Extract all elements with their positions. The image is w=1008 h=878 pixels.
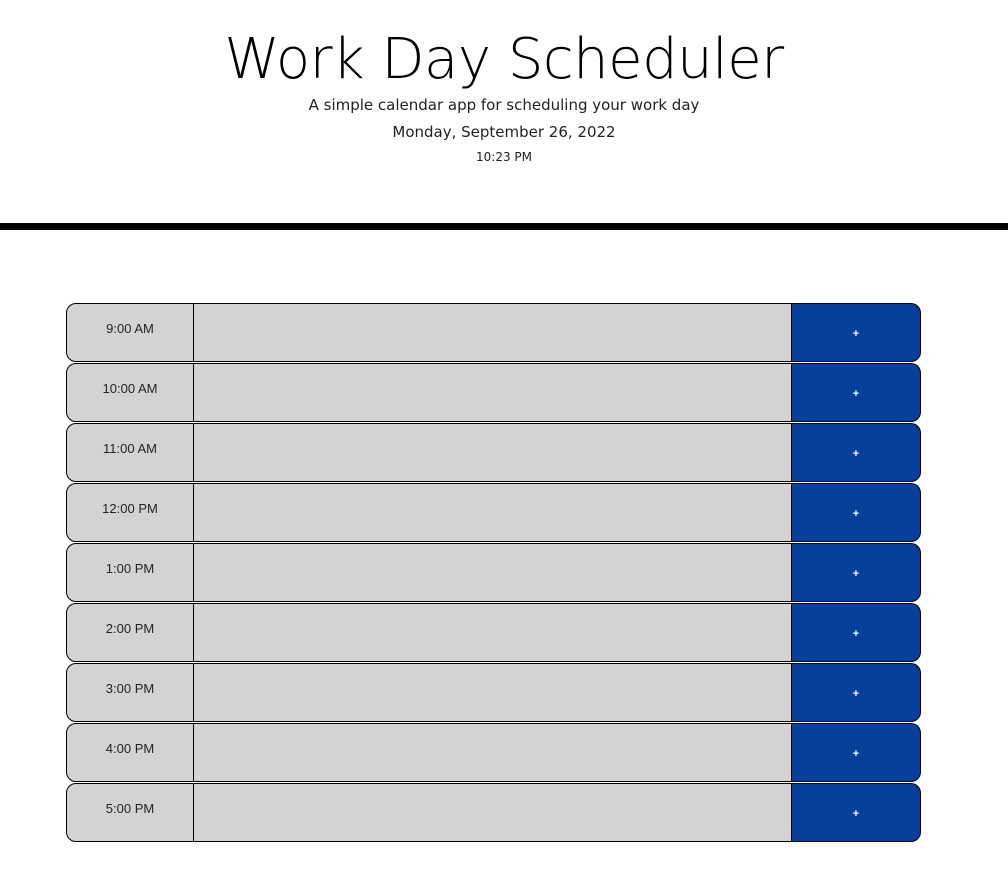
save-button[interactable] [792,363,921,422]
save-button[interactable] [792,483,921,542]
event-description-input[interactable] [194,663,792,722]
hour-label: 9:00 AM [66,303,194,362]
time-block-12pm [66,483,921,542]
save-button[interactable] [792,723,921,782]
hour-label: 3:00 PM [66,663,194,722]
event-description-input[interactable] [194,363,792,422]
plus-icon: + [852,567,860,580]
current-day: Monday, September 26, 2022 [392,123,616,141]
time-block-9am [66,303,921,362]
page-subtitle: A simple calendar app for scheduling your work day [308,96,700,114]
save-button[interactable] [792,543,921,602]
plus-icon: + [852,387,860,400]
hour-label: 5:00 PM [66,783,194,842]
page-header [0,0,1008,230]
plus-icon: + [852,687,860,700]
event-description-input[interactable] [194,423,792,482]
save-button[interactable] [792,423,921,482]
save-button[interactable] [792,603,921,662]
time-block-2pm [66,603,921,662]
time-block-3pm [66,663,921,722]
time-block-1pm [66,543,921,602]
hour-label: 12:00 PM [66,483,194,542]
event-description-input[interactable] [194,303,792,362]
schedule-container [66,303,921,843]
time-block-10am [66,363,921,422]
event-description-input[interactable] [194,723,792,782]
time-block-11am [66,423,921,482]
event-description-input[interactable] [194,483,792,542]
plus-icon: + [852,627,860,640]
current-time: 10:23 PM [476,150,532,164]
save-button[interactable] [792,663,921,722]
hour-label: 10:00 AM [66,363,194,422]
save-button[interactable] [792,783,921,842]
hour-label: 4:00 PM [66,723,194,782]
save-button[interactable] [792,303,921,362]
plus-icon: + [852,807,860,820]
page-title: Work Day Scheduler [224,27,784,92]
event-description-input[interactable] [194,543,792,602]
hour-label: 1:00 PM [66,543,194,602]
time-block-4pm [66,723,921,782]
hour-label: 11:00 AM [66,423,194,482]
event-description-input[interactable] [194,603,792,662]
plus-icon: + [852,507,860,520]
hour-label: 2:00 PM [66,603,194,662]
event-description-input[interactable] [194,783,792,842]
plus-icon: + [852,447,860,460]
time-block-5pm [66,783,921,842]
plus-icon: + [852,327,860,340]
plus-icon: + [852,747,860,760]
